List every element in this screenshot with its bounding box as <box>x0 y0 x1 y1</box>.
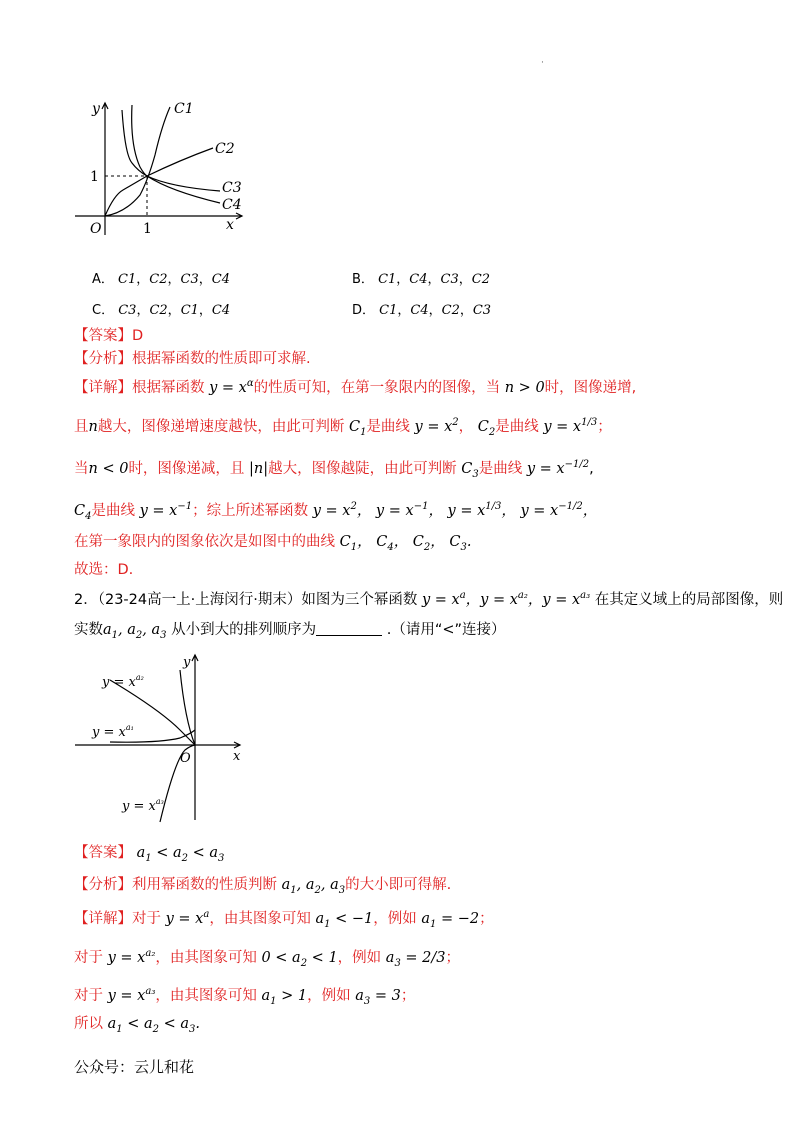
option-a[interactable]: A． C1，C2，C3，C4 <box>92 272 230 287</box>
axis-x-label: x <box>233 749 241 764</box>
option-d[interactable]: D． C1，C4，C2，C3 <box>352 303 492 318</box>
label-a3: $y = x^{a_3}$ <box>122 797 164 814</box>
origin-label: O <box>180 751 191 766</box>
page-mark: · <box>541 58 544 68</box>
curve-label-C1: C1 <box>174 101 194 117</box>
curve-a2 <box>180 670 195 745</box>
q1-choose: 故选：D. <box>74 562 134 578</box>
q1-detail-line3: 当n < 0时，图像递减，且 |n|越大，图像越陡，由此可判断 $C_3$是曲线 $y = x^{-1/2}$, <box>74 459 594 480</box>
label-a1: $y = x^{a_1}$ <box>92 723 134 740</box>
q1-detail-line4: $C_4$是曲线 $y = x^{-1}$；综上所述幂函数 $y = x^2$， $y = x^{-1}$， $y = x^{1/3}$， $y = x^{-1/2}$， <box>74 501 598 522</box>
q2-stem-line2: 实数$a_1$, $a_2$, $a_3$ 从小到大的排列顺序为 .（请用“<”连接） <box>74 622 506 641</box>
q2-detail-line1: 【详解】对于 $y = x^a$，由其图象可知 $a_1 < -1$，例如 $a_1 = -2$； <box>74 909 494 930</box>
axis-y-label: y <box>92 101 100 117</box>
tick-x-label: 1 <box>143 221 152 237</box>
q2-detail-line3: 对于 $y = x^{a_3}$，由其图象可知 $a_1 > 1$，例如 $a_3 = 3$； <box>74 986 416 1007</box>
power-function-graph-2 <box>70 650 260 830</box>
answer-blank[interactable] <box>316 621 382 636</box>
q2-stem-line1: 2．（23-24高一上·上海闵行·期末）如图为三个幂函数 $y = x^a$，$y = x^{a_2}$，$y = x^{a_3}$ 在其定义域上的局部图像，则 <box>74 590 784 608</box>
q2-analysis: 【分析】利用幂函数的性质判断 $a_1$, $a_2$, $a_3$的大小即可得解. <box>74 877 452 896</box>
q1-answer: 【答案】D <box>74 328 144 344</box>
option-c[interactable]: C． C3，C2，C1，C4 <box>92 303 231 318</box>
curve-label-C4: C4 <box>222 197 242 213</box>
curve-C4 <box>132 105 220 203</box>
q1-detail-line2: 且n越大，图像递增速度越快，由此可判断 $C_1$是曲线 $y = x^2$， $C_2$是曲线 $y = x^{1/3}$； <box>74 417 612 438</box>
option-b[interactable]: B． C1，C4，C3，C2 <box>352 272 490 287</box>
footer-wechat: 公众号：云儿和花 <box>74 1058 195 1076</box>
q2-detail-line2: 对于 $y = x^{a_2}$，由其图象可知 $0 < a_2 < 1$，例如 $a_3 = 2/3$； <box>74 948 461 969</box>
q1-detail-line1: 【详解】根据幂函数 $y = x^\alpha$的性质可知，在第一象限内的图像，当 n > 0时，图像递增, <box>74 378 637 396</box>
q1-analysis: 【分析】根据幂函数的性质即可求解. <box>74 351 311 367</box>
curve-C2 <box>105 148 213 216</box>
curve-label-C3: C3 <box>222 180 242 196</box>
origin-label: O <box>90 221 102 237</box>
power-function-graph-1 <box>70 95 270 245</box>
q2-detail-line4: 所以 $a_1 < a_2 < a_3$. <box>74 1016 201 1035</box>
q2-answer: 【答案】 $a_1 < a_2 < a_3$ <box>74 845 225 864</box>
q1-detail-line5: 在第一象限内的图象依次是如图中的曲线 $C_1$， $C_4$， $C_2$， $C_3$. <box>74 534 472 553</box>
axis-x-label: x <box>226 217 234 233</box>
curve-label-C2: C2 <box>215 141 235 157</box>
tick-y-label: 1 <box>90 169 99 185</box>
axis-y-label: y <box>183 655 191 670</box>
label-a2: $y = x^{a_2}$ <box>102 673 144 690</box>
